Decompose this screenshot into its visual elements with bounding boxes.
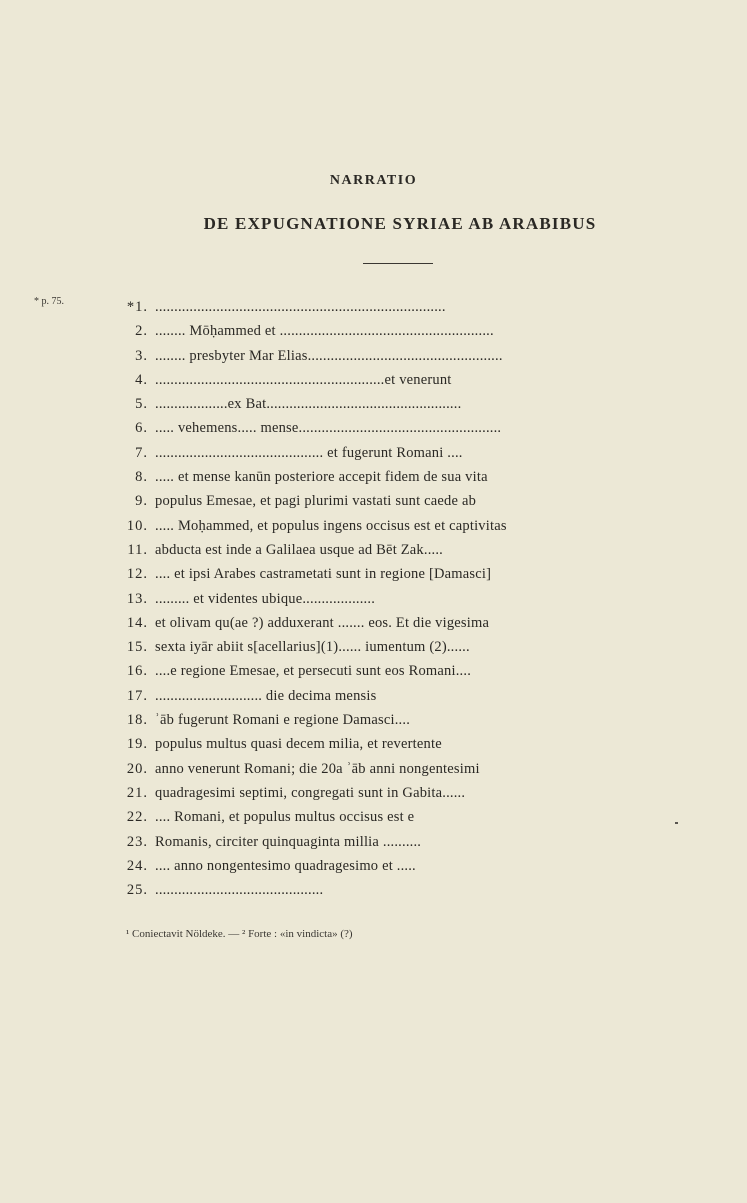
line-number: 22.	[126, 809, 148, 826]
text-line	[0, 540, 747, 564]
text-line	[0, 613, 747, 637]
text-line	[0, 346, 747, 370]
line-number: 16.	[126, 663, 148, 680]
line-text: ............................................ et fugerunt Romani ....	[155, 444, 463, 461]
line-number: 17.	[126, 687, 148, 704]
text-line	[0, 783, 747, 807]
line-number: 13.	[126, 590, 148, 607]
line-text: ............................................................et venerunt	[155, 371, 452, 388]
text-line	[0, 516, 747, 540]
text-line	[0, 394, 747, 418]
line-text: populus multus quasi decem milia, et revertente	[155, 736, 442, 753]
line-number: 25.	[126, 882, 148, 899]
line-number: 3.	[135, 347, 148, 364]
text-line	[0, 297, 747, 321]
line-number: 8.	[135, 469, 148, 486]
line-number: 2.	[135, 323, 148, 340]
line-text: abducta est inde a Galilaea usque ad Bēt Zak.....	[155, 541, 444, 558]
line-text: ............................................................................	[155, 299, 446, 315]
line-number: 6.	[135, 420, 148, 437]
document-subtitle: DE EXPUGNATIONE SYRIAE AB ARABIBUS	[203, 214, 597, 233]
text-line	[0, 734, 747, 758]
line-number: 10.	[126, 517, 148, 534]
text-line	[0, 759, 747, 783]
line-text: ........ Mōḥammed et ........................................................	[155, 323, 494, 340]
line-number: 12.	[126, 566, 148, 583]
line-number: 9.	[135, 493, 148, 510]
text-line	[0, 807, 747, 831]
line-text: ...................ex Bat...................................................	[155, 396, 462, 413]
line-text: sexta iyār abiit s[acellarius](1)...... iumentum (2)......	[155, 639, 470, 656]
text-line	[0, 370, 747, 394]
line-number: 7.	[135, 444, 148, 461]
line-text: ..... et mense kanūn posteriore accepit fidem de sua vita	[155, 469, 488, 486]
line-text: et olivam qu(ae ?) adduxerant ....... eos. Et die vigesima	[155, 614, 490, 631]
line-number: 4.	[135, 371, 148, 388]
line-number: 15.	[126, 639, 148, 656]
print-speck	[675, 822, 678, 824]
line-number: 18.	[126, 712, 148, 729]
text-line	[0, 686, 747, 710]
title-divider	[363, 263, 433, 264]
line-number: 14.	[126, 614, 148, 631]
text-line	[0, 491, 747, 515]
line-number: 19.	[126, 736, 148, 753]
text-line	[0, 564, 747, 588]
text-line	[0, 637, 747, 661]
text-line	[0, 589, 747, 613]
line-text: ʾāb fugerunt Romani e regione Damasci....	[155, 712, 411, 729]
line-text: ............................ die decima mensis	[155, 687, 377, 704]
line-number: 5.	[135, 396, 148, 413]
line-number: *1.	[126, 299, 148, 315]
document-title: NARRATIO	[329, 173, 418, 188]
text-line	[0, 321, 747, 345]
line-number: 21.	[126, 784, 148, 801]
line-text: ......... et videntes ubique...................	[155, 590, 376, 607]
line-number: 11.	[127, 541, 148, 558]
text-line	[0, 418, 747, 442]
line-text: anno venerunt Romani; die 20a ʾāb anni nongentesimi	[155, 760, 480, 777]
text-line	[0, 661, 747, 685]
line-text: .... anno nongentesimo quadragesimo et .....	[155, 857, 416, 874]
text-line	[0, 710, 747, 734]
footnote: ¹ Coniectavit Nöldeke. — ² Forte : «in vindicta» (?)	[126, 928, 353, 940]
line-number: 24.	[126, 857, 148, 874]
text-line	[0, 832, 747, 856]
text-line	[0, 856, 747, 880]
page-reference: * p. 75.	[34, 296, 64, 307]
line-text: Romanis, circiter quinquaginta millia ..........	[155, 833, 422, 850]
line-text: .... et ipsi Arabes castrametati sunt in regione [Damasci]	[155, 566, 492, 583]
line-text: ....e regione Emesae, et persecuti sunt eos Romani....	[155, 663, 472, 680]
line-text: quadragesimi septimi, congregati sunt in Gabita......	[155, 784, 466, 801]
line-number: 20.	[126, 760, 148, 777]
text-line	[0, 443, 747, 467]
text-lines	[0, 297, 747, 904]
line-text: ........ presbyter Mar Elias...................................................	[155, 347, 503, 364]
line-text: populus Emesae, et pagi plurimi vastati sunt caede ab	[155, 493, 477, 510]
text-line	[0, 467, 747, 491]
line-text: ..... Moḥammed, et populus ingens occisus est et captivitas	[155, 517, 507, 534]
line-number: 23.	[126, 833, 148, 850]
text-line	[0, 880, 747, 904]
line-text: ..... vehemens..... mense.....................................................	[155, 420, 502, 437]
line-text: .... Romani, et populus multus occisus est e	[155, 809, 415, 826]
line-text: ............................................	[155, 882, 324, 899]
